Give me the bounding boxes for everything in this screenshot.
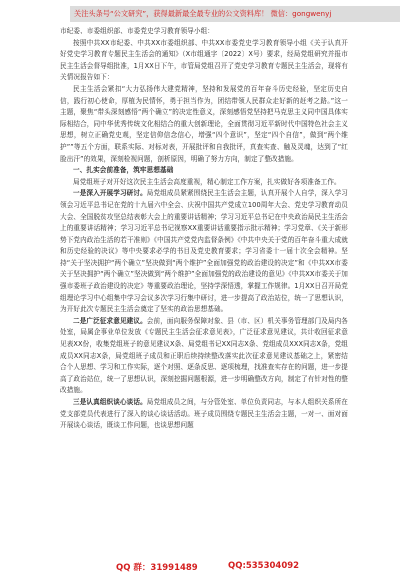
paragraph-lead: 二是广泛征求意见建议。 <box>73 316 147 325</box>
paragraph-lead: 一是深入开展学习研讨。 <box>73 189 147 198</box>
paragraph-text: 局党组成员紧紧围绕民主生活会主题，认真开展个人自学，深入学习领会习近平总书记在党的十九届六中全会、庆祝中国共产党成立100周年大会、党史学习教育动员大会、全国脱贫攻坚总结表彰大会上的重要讲话精神；学习习近平总书记在中央政治局民主生活会上的重要讲话精神；学习习近平总书记视察XX重要讲话重要指示批示精神；学习党章、《关于新形势下党内政治生活的若干准则》《中国共产党党内监督条例》《中共中央关于党的百年奋斗重大成就和历史经验的决议》等中央要求必学的书目及党史教育要求；学习省委十一届十次全会精神。坚持“关于坚决拥护“两个确立”坚决做到“两个维护”全面加强党的政治建设的决定”和《中共XX市委关于坚决拥护“两个确立”坚决做到“两个维护”全面加强党的政治建设的意见》《中共XX市委关于加强市委班子政治建设的决定》等重要政治理论，坚持学深悟透，掌握工作规律。1月XX日召开局党组理论学习中心组集中学习会议多次学习行集中研讨，进一步提高了政治站位，统一了思想认识，为开好此次专题民主生活会奠定了坚实的政治思想基础。 <box>60 189 348 314</box>
paragraph: 市纪委、市委组织部、市委党史学习教育领导小组： <box>60 27 214 35</box>
promo-banner <box>70 6 400 22</box>
section-heading: 一、扎实会前准备，筑牢思想基础 <box>73 166 174 175</box>
document-body <box>60 26 348 432</box>
paragraph: 按照中共XX市纪委、中共XX市委组织部、中共XX市委党史学习教育领导小组《关于认真开好党史学习教育专题民主生活会的通知》（X市组通字〔2022〕X号）要求，经局党组研究并报市民主生活会督导组批准，1月XX日下午，市管局党组召开了党史学习教育专题民主生活会，现将有关情况报告如下： <box>60 38 348 82</box>
paragraph-lead: 三是认真组织谈心谈话。 <box>73 398 147 406</box>
paragraph <box>60 188 348 316</box>
paragraph: 局党组班子对开好这次民主生活会高度重视，精心制定工作方案，扎实做好各项准备工作。 <box>73 177 341 186</box>
paragraph-text: 会前，面向服务保障对象、县（市、区）机关事务管理部门及局内各处室，局属企事业单位发放《专题民主生活会征求意见表》，广泛征求意见建议，共计收回征求意见表XX份，收集党组班子的意见建议X条、局党组书记XX同志X条、党组成员XXX同志X条，党组成员XX同志X条，局党组班子成员和正职后续持续整改落实此次征求意见建议基础之上，紧密结合个人思想、学习和工作实际，逐个对照、逐条反思、逐项梳理，找准查实存在的问题，进一步提高了政治站位，统一了思想认识，深刻挖掘问题根源，进一步明确整改方向，制定了有针对性的整改措施。 <box>60 316 348 395</box>
paragraph-text: 局党组成员之间，与分管处室、单位负责同志，与本人组织关系所在党支部党员代表进行了深入的谈心谈话活动。班子成员围绕专题民主生活会主题，一对一、面对面开展谈心谈话，既谈工作问题，也谈思想问题 <box>60 398 348 430</box>
contact-footer <box>50 561 358 575</box>
qq-group-number: QQ 群：31991489 <box>116 563 198 573</box>
qq-number: QQ:535304092 <box>228 561 300 571</box>
paragraph <box>60 397 348 432</box>
paragraph <box>60 316 348 397</box>
paragraph: 民主生活会紧扣“大力弘扬伟大建党精神，坚持和发展党的百年奋斗历史经验，坚定历史自信，践行初心使命，厚植为民情怀，勇于担当作为，团结带领人民群众走好新的赶考之路。”这一主题，聚焦“带头深刻感悟“两个确立”的决定性意义，深刻感悟党坚持把马克思主义同中国具体实际相结合，同中华优秀传统文化相结合的重大创新理论，全面贯彻习近平新时代中国特色社会主义思想，树立正确党史观，坚定信仰信念信心，增强“四个意识”，坚定“四个自信”，做到“两个维护””等五个方面，联系实际、对标对表，开展批评和自我批评，真查实查、触及灵魂，达到了“红脸出汗”的效果，深刻检视问题，剖析原因，明确了努力方向，制定了整改措施。 <box>60 84 348 163</box>
promo-banner-text: 关注头条号“公文研究”，获得最新最全最专业的公文资料库！ 微信：gongwenyj <box>74 9 332 18</box>
